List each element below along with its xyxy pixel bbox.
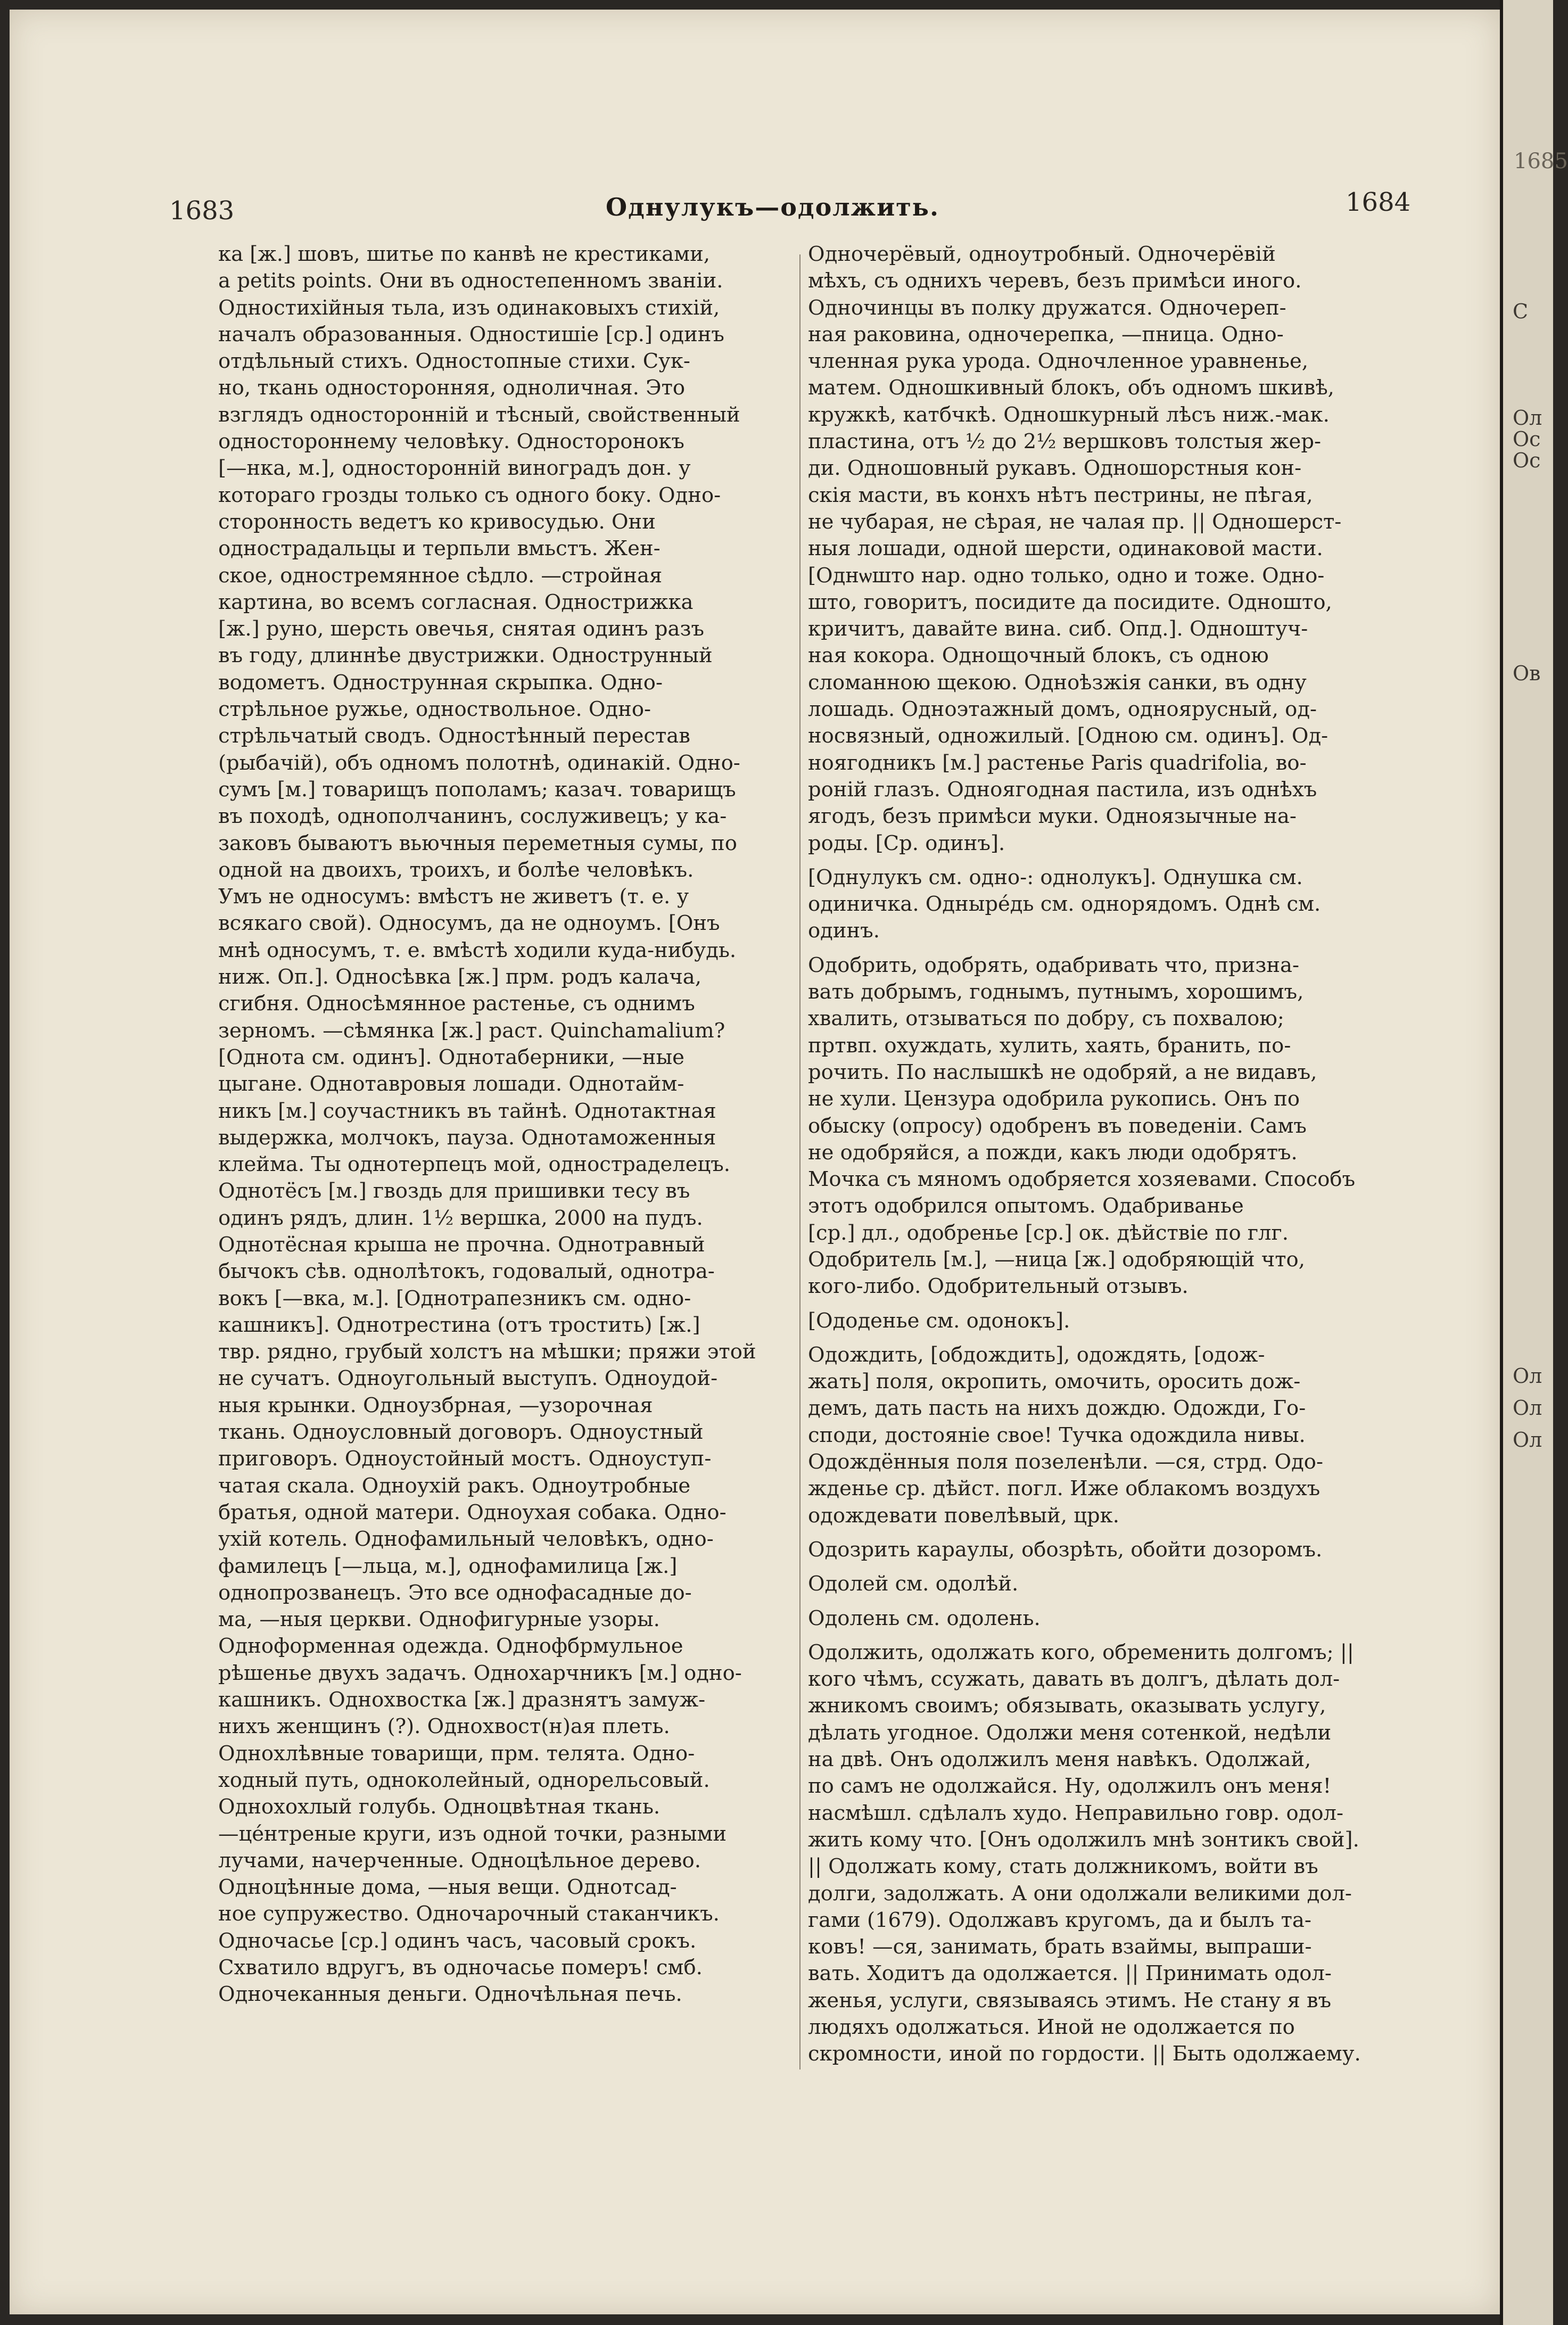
adjacent-page-fragment: Ол <box>1513 1428 1542 1452</box>
text-line: вокъ [—вка, м.]. [Однотрапезникъ см. одно- <box>218 1286 691 1310</box>
text-line: обыску (опросу) одобренъ въ поведеніи. Самъ <box>808 1114 1307 1138</box>
text-line: Одночасье [ср.] одинъ часъ, часовый срокъ. <box>218 1928 697 1953</box>
text-line: Одождённыя поля позеленѣли. —ся, стрд. Одо- <box>808 1450 1323 1474</box>
text-line: одождевати повелѣвый, црк. <box>808 1503 1119 1528</box>
text-line: Одождить, [обдождить], одождять, [одож- <box>808 1342 1265 1367</box>
text-line: не хули. Цензура одобрила рукопись. Онъ по <box>808 1087 1300 1111</box>
text-line: кого-либо. Одобрительный отзывъ. <box>808 1274 1189 1299</box>
text-line: жать] поля, окропить, омочить, оросить дож- <box>808 1370 1301 1394</box>
text-line: однострадальцы и терпьли вмьстъ. Жен- <box>218 537 661 561</box>
text-line: началъ образованныя. Одностишіе [ср.] одинъ <box>218 322 724 347</box>
text-line: Одноформенная одежда. Однофбрмульное <box>218 1634 683 1659</box>
text-line: одинъ. <box>808 919 880 943</box>
text-line: мѣхъ, съ однихъ черевъ, безъ примѣси иного. <box>808 269 1302 293</box>
text-line: отдѣльный стихъ. Одностопные стихи. Сук- <box>218 349 690 374</box>
text-line: роній глазъ. Одноягодная пастила, изъ однѣхъ <box>808 777 1317 802</box>
text-line: споди, достояніе свое! Тучка одождила нивы. <box>808 1423 1306 1447</box>
text-line: въ походѣ, однополчанинъ, сослуживецъ; у ка- <box>218 804 727 829</box>
text-line: Одобритель [м.], —ница [ж.] одобряющій что, <box>808 1247 1305 1272</box>
text-line: твр. рядно, грубый холстъ на мѣшки; пряжи этой <box>218 1340 756 1364</box>
text-line: одностороннему человѣку. Односторонокъ <box>218 430 684 454</box>
text-line: што, говоритъ, посидите да посидите. Одношто, <box>808 590 1332 614</box>
text-line: || Одолжать кому, стать должникомъ, войти въ <box>808 1854 1318 1879</box>
text-line: ухій котель. Однофамильный человѣкъ, одно- <box>218 1527 714 1552</box>
text-line: ковъ! —ся, занимать, брать взаймы, выпраши- <box>808 1935 1312 1959</box>
text-line: [Ододенье см. одонокъ]. <box>808 1308 1070 1333</box>
text-line: всякаго свой). Односумъ, да не одноумъ. [Онъ <box>218 911 720 936</box>
text-line: Однохлѣвные товарищи, прм. телята. Одно- <box>218 1741 695 1766</box>
adjacent-page-edge <box>1500 0 1568 2325</box>
text-line: кричитъ, давайте вина. сиб. Опд.]. Одноштуч- <box>808 617 1308 641</box>
text-line: матем. Одношкивный блокъ, объ одномъ шкивѣ, <box>808 376 1334 400</box>
text-line: кого чѣмъ, ссужать, давать въ долгъ, дѣлать дол- <box>808 1667 1340 1692</box>
text-line: носвязный, одножилый. [Одною см. одинъ]. Од- <box>808 724 1328 748</box>
text-line: насмѣшл. сдѣлалъ худо. Неправильно говр. одол- <box>808 1801 1344 1825</box>
adjacent-page-fragment: С <box>1513 300 1529 323</box>
dictionary-page <box>10 10 1500 2314</box>
text-line: людяхъ одолжаться. Иной не одолжается по <box>808 2015 1295 2039</box>
text-line: по самъ не одолжайся. Ну, одолжилъ онъ меня! <box>808 1774 1332 1799</box>
text-line: водометъ. Однострунная скрыпка. Одно- <box>218 670 663 695</box>
text-line: —цéнтреные круги, изъ одной точки, разными <box>218 1821 727 1846</box>
text-line: сторонность ведетъ ко кривосудью. Они <box>218 509 656 534</box>
text-line: ная кокора. Однощочный блокъ, съ одною <box>808 644 1269 668</box>
text-line: Мочка съ мяномъ одобряется хозяевами. Способъ <box>808 1167 1356 1192</box>
text-line: жденье ср. дѣйст. погл. Иже облакомъ воздухъ <box>808 1477 1321 1501</box>
text-line: вать добрымъ, годнымъ, путнымъ, хорошимъ, <box>808 980 1304 1004</box>
text-line: взглядъ односторонній и тѣсный, свойственный <box>218 402 740 427</box>
text-line: (рыбачій), объ одномъ полотнѣ, одинакій. Одно- <box>218 751 740 775</box>
text-line: Одолень см. одолень. <box>808 1606 1041 1630</box>
adjacent-page-fragment: Ос <box>1513 449 1541 472</box>
text-line: этотъ одобрился опытомъ. Одабриванье <box>808 1194 1244 1218</box>
text-line: Однотёсная крыша не прочна. Однотравный <box>218 1232 705 1257</box>
text-line: выдержка, молчокъ, пауза. Однотаможенныя <box>218 1125 716 1150</box>
text-line: рѣшенье двухъ задачъ. Однохарчникъ [м.] одно- <box>218 1661 742 1685</box>
text-line: Одозрить караулы, обозрѣть, обойти дозоромъ. <box>808 1537 1323 1562</box>
text-line: Одолжить, одолжать кого, обременить долгомъ; || <box>808 1640 1354 1664</box>
text-line: на двѣ. Онъ одолжилъ меня навѣкъ. Одолжай, <box>808 1747 1311 1772</box>
text-line: не сучатъ. Одноугольный выступъ. Одноудой- <box>218 1366 718 1391</box>
column-divider <box>799 254 800 2070</box>
text-line: ное супружество. Одночарочный стаканчикъ. <box>218 1902 720 1926</box>
running-head: Однулукъ—одолжить. <box>606 193 939 221</box>
text-line: котораго грозды только съ одного боку. Одно- <box>218 483 721 507</box>
text-line: хвалить, отзываться по добру, съ похвалою; <box>808 1007 1284 1031</box>
text-line: картина, во всемъ согласная. Однострижка <box>218 590 694 614</box>
text-line: Одобрить, одобрять, одабривать что, призна- <box>808 953 1300 977</box>
text-line: членная рука урода. Одночленное уравненье, <box>808 349 1308 374</box>
text-line: долги, задолжать. А они одолжали великими дол- <box>808 1881 1352 1906</box>
text-line: ходный путь, одноколейный, однорельсовый. <box>218 1768 710 1792</box>
text-line: [Однулукъ см. одно-: однолукъ]. Однушка см. <box>808 865 1303 889</box>
text-line: одиничка. Однырéдь см. однорядомъ. Однѣ см. <box>808 892 1321 917</box>
text-line: кашникъ]. Однотрестина (отъ тростить) [ж.] <box>218 1313 700 1337</box>
text-line: Одолей см. одолѣй. <box>808 1572 1019 1596</box>
text-line: Умъ не односумъ: вмѣстъ не живетъ (т. е. у <box>218 885 689 909</box>
text-line: бычокъ сѣв. однолѣтокъ, годовалый, однотра- <box>218 1259 715 1284</box>
adjacent-page-number: 1685 <box>1514 149 1568 174</box>
text-line: стрѣльчатый сводъ. Одностѣнный перестав <box>218 724 690 748</box>
text-line: ная раковина, одночерепка, —пница. Одно- <box>808 322 1284 347</box>
text-line: сумъ [м.] товарищъ пополамъ; казач. товарищъ <box>218 777 736 802</box>
text-line: мнѣ односумъ, т. е. вмѣстѣ ходили куда-нибудь. <box>218 938 737 962</box>
text-line: ди. Одношовный рукавъ. Одношорстныя кон- <box>808 456 1302 481</box>
text-line: гами (1679). Одолжавъ кругомъ, да и былъ та- <box>808 1908 1311 1932</box>
text-line: ма, —ныя церкви. Однофигурные узоры. <box>218 1607 660 1632</box>
text-line: нихъ женщинъ (?). Однохвост(н)ая плеть. <box>218 1714 670 1739</box>
text-line: дѣлать угодное. Одолжи меня сотенкой, недѣли <box>808 1720 1332 1745</box>
text-line: братья, одной матери. Одноухая собака. Одно- <box>218 1500 727 1524</box>
text-line: ткань. Одноусловный договоръ. Одноустный <box>218 1420 704 1445</box>
text-line: ское, одностремянное сѣдло. —стройная <box>218 563 663 588</box>
text-line: а petits points. Они въ одностепенномъ званіи. <box>218 269 723 293</box>
adjacent-page-fragment: Ол <box>1513 1364 1542 1388</box>
text-line: клейма. Ты однотерпецъ мой, одностраделецъ. <box>218 1152 730 1177</box>
text-line: жить кому что. [Онъ одолжилъ мнѣ зонтикъ свой]. <box>808 1827 1359 1852</box>
adjacent-page-fragment: Ол <box>1513 406 1542 430</box>
text-line: Одночеканныя деньги. Одночѣльная печь. <box>218 1982 682 2007</box>
text-line: ка [ж.] шовъ, шитье по канвѣ не крестиками, <box>218 242 710 266</box>
text-line: Одночерёвый, одноутробный. Одночерёвій <box>808 242 1276 266</box>
text-line: ныя крынки. Одноузбрная, —узорочная <box>218 1393 653 1417</box>
page-header <box>10 180 1500 228</box>
adjacent-page-fragment: Ол <box>1513 1396 1542 1420</box>
left-column <box>218 241 792 2125</box>
text-line: [Однѡшто нар. одно только, одно и тоже. Одно- <box>808 563 1325 588</box>
text-line: цыгане. Однотавровыя лошади. Однотайм- <box>218 1072 684 1096</box>
text-line: вать. Ходитъ да одолжается. || Принимать одол- <box>808 1961 1332 1986</box>
text-line: ныя лошади, одной шерсти, одинаковой масти. <box>808 537 1323 561</box>
page-number-right: 1684 <box>1346 187 1411 217</box>
text-line: женья, услуги, связываясь этимъ. Не стану я въ <box>808 1988 1332 2013</box>
adjacent-page-fragment: Ов <box>1513 662 1541 685</box>
text-line: Одностихійныя тьла, изъ одинаковыхъ стихій, <box>218 295 720 320</box>
text-line: Однотёсъ [м.] гвоздь для пришивки тесу въ <box>218 1179 690 1203</box>
text-line: [ж.] руно, шерсть овечья, снятая одинъ разъ <box>218 617 704 641</box>
text-line: Однохохлый голубь. Одноцвѣтная ткань. <box>218 1795 661 1819</box>
text-line: скромности, иной по гордости. || Быть одолжаему. <box>808 2042 1361 2066</box>
text-line: стрѣльное ружье, одноствольное. Одно- <box>218 697 651 722</box>
text-line: пртвп. охуждать, хулить, хаять, бранить, по- <box>808 1033 1291 1058</box>
text-line: [ср.] дл., одобренье [ср.] ок. дѣйствіе по глг. <box>808 1221 1289 1245</box>
text-line: кружкѣ, катбчкѣ. Одношкурный лѣсъ ниж.-мак. <box>808 402 1330 427</box>
text-line: сломанною щекою. Одноѣзжія санки, въ одну <box>808 670 1307 695</box>
text-line: не чубарая, не сѣрая, не чалая пр. || Одношерст- <box>808 509 1342 534</box>
text-line: скія масти, въ конхъ нѣтъ пестрины, не пѣгая, <box>808 483 1313 507</box>
text-line: зерномъ. —сѣмянка [ж.] раст. Quinchamalium? <box>218 1018 725 1043</box>
text-line: роды. [Ср. одинъ]. <box>808 831 1005 855</box>
text-line: [—нка, м.], односторонній виноградъ дон. у <box>218 456 691 481</box>
text-line: Одночинцы въ полку дружатся. Одночереп- <box>808 295 1286 320</box>
right-column <box>808 241 1431 2125</box>
text-line: фамилецъ [—льца, м.], однофамилица [ж.] <box>218 1554 678 1578</box>
text-line: сгибня. Односѣмянное растенье, съ однимъ <box>218 992 695 1016</box>
text-line: но, ткань односторонняя, одноличная. Это <box>218 376 686 400</box>
text-line: жникомъ своимъ; обязывать, оказывать услугу, <box>808 1694 1326 1718</box>
text-line: ниж. Оп.]. Односѣвка [ж.] прм. родъ калача, <box>218 965 702 990</box>
adjacent-page-fragment: Ос <box>1513 427 1541 451</box>
text-line: одной на двоихъ, троихъ, и болѣе человѣкъ. <box>218 858 694 882</box>
text-line: ягодъ, безъ примѣси муки. Одноязычные на- <box>808 804 1297 829</box>
text-line: демъ, дать пасть на нихъ дождю. Одожди, Го- <box>808 1396 1306 1421</box>
text-line: заковъ бываютъ вьючныя переметныя сумы, по <box>218 831 737 855</box>
page-number-left: 1683 <box>169 196 235 226</box>
text-line: лучами, начерченные. Одноцѣльное дерево. <box>218 1848 701 1873</box>
text-line: Схватило вдругъ, въ одночасье померъ! смб. <box>218 1956 703 1980</box>
text-line: однопрозванецъ. Это все однофасадные до- <box>218 1580 692 1605</box>
text-line: одинъ рядъ, длин. 1½ вершка, 2000 на пудъ. <box>218 1206 703 1230</box>
text-line: [Однота см. одинъ]. Однотаберники, —ные <box>218 1045 684 1069</box>
text-line: чатая скала. Одноухій ракъ. Одноутробные <box>218 1473 691 1498</box>
text-line: ноягодникъ [м.] растенье Paris quadrifolia, во- <box>808 751 1307 775</box>
text-line: лошадь. Одноэтажный домъ, одноярусный, од- <box>808 697 1317 722</box>
text-line: приговоръ. Одноустойный мостъ. Одноуступ- <box>218 1447 712 1471</box>
text-line: рочить. По наслышкѣ не одобряй, а не видавъ, <box>808 1060 1317 1084</box>
text-line: пластина, отъ ½ до 2½ вершковъ толстыя жер- <box>808 430 1321 454</box>
text-line: въ году, длиннѣе двустрижки. Однострунный <box>218 644 713 668</box>
text-line: Одноцѣнные дома, —ныя вещи. Однотсад- <box>218 1875 677 1900</box>
text-line: кашникъ. Однохвостка [ж.] дразнятъ замуж- <box>218 1688 706 1712</box>
text-line: никъ [м.] соучастникъ въ тайнѣ. Однотактная <box>218 1099 716 1123</box>
text-line: не одобряйся, а пожди, какъ люди одобрятъ. <box>808 1140 1298 1165</box>
